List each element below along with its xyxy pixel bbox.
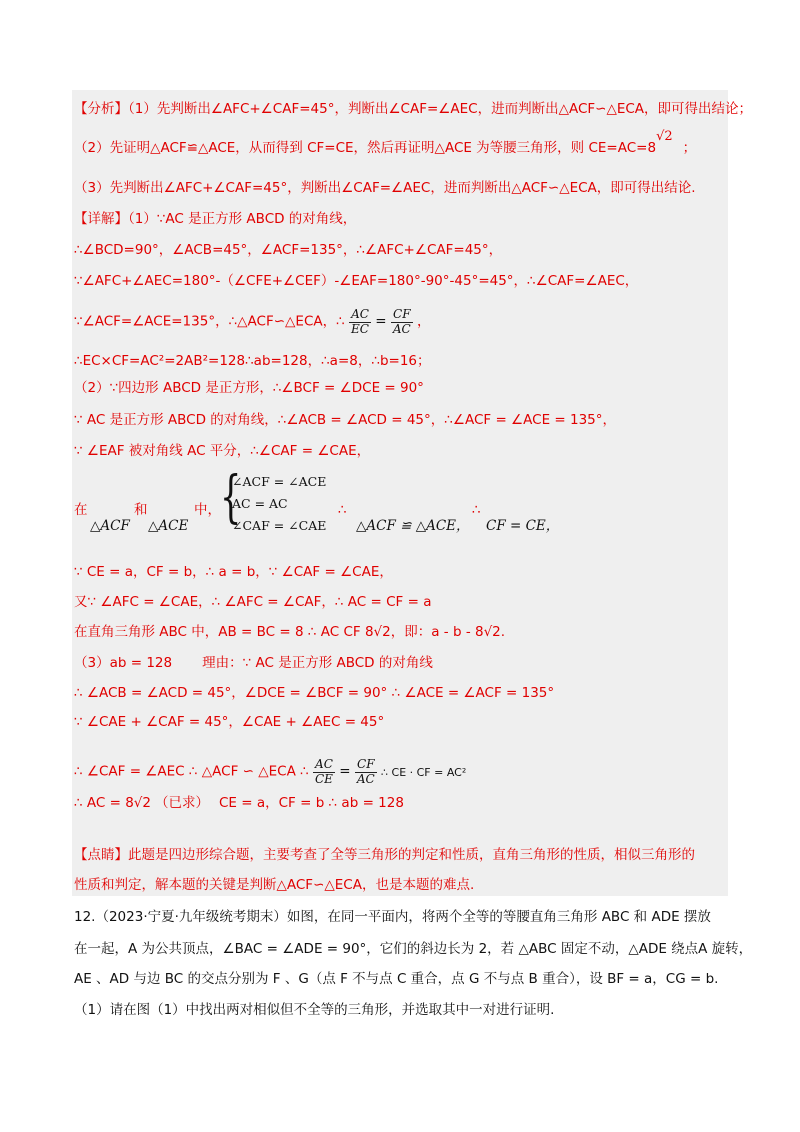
- question-line-1: 12.（2023·宁夏·九年级统考期末）如图，在同一平面内，将两个全等的等腰直角三角形 ABC 和 ADE 摆放: [74, 909, 711, 925]
- fraction-cf-ac-2: $\frac{CF}{AC}$: [356, 757, 375, 786]
- detail-line-1: 【详解】（1）∵AC 是正方形 ABCD 的对角线，: [74, 211, 357, 227]
- fraction-ac-ce: $\frac{AC}{CE}$: [315, 757, 333, 786]
- part2-and-label: 和: [134, 502, 148, 518]
- comment-line-1: 【点睛】此题是四边形综合题，主要考查了全等三角形的判定和性质，直角三角形的性质，相似三角形的: [74, 847, 695, 863]
- triangle-ace-label: △ACE: [148, 518, 189, 534]
- part3-line-3: ∵ ∠CAE + ∠CAF = 45°，∠CAE + ∠AEC = 45°: [74, 714, 385, 730]
- detail-line-5: ∴EC×CF=AC²=2AB²=128∴ab=128，∴a=8，∴b=16；: [74, 353, 431, 369]
- question-line-4: （1）请在图（1）中找出两对相似但不全等的三角形，并选取其中一对进行证明.: [74, 1002, 555, 1018]
- system-brace: {: [220, 465, 242, 530]
- fraction-ac-ec: $\frac{AC}{EC}$: [351, 307, 369, 336]
- part3-line-5: ∴ AC = 8√2 （已求） CE = a，CF = b ∴ ab = 128: [74, 795, 404, 811]
- therefore-1: ∴: [338, 502, 347, 518]
- system-line-3: ∠CAF = ∠CAE: [232, 518, 327, 533]
- analysis-line-3: （3）先判断出∠AFC+∠CAF=45°，判断出∠CAF=∠AEC，进而判断出△ACF∽△ECA，即可得出结论.: [74, 180, 696, 196]
- system-line-2: AC = AC: [232, 496, 288, 511]
- triangle-acf-label: △ACF: [90, 518, 130, 534]
- system-line-1: ∠ACF = ∠ACE: [232, 474, 327, 489]
- fraction-cf-ac: $\frac{CF}{AC}$: [392, 307, 411, 336]
- part2-mid-label: 中，: [194, 502, 221, 518]
- part2-line-5: ∵ CE = a，CF = b，∴ a = b，∵ ∠CAF = ∠CAE，: [74, 564, 393, 580]
- part3-line-1: （3）ab = 128 理由：∵ AC 是正方形 ABCD 的对角线: [74, 655, 433, 671]
- therefore-2: ∴: [472, 502, 481, 518]
- part3-line-4: ∴ ∠CAF = ∠AEC ∴ △ACF ∽ △ECA ∴ $\frac{AC}{CE}$ = $\frac{CF}{AC}$ ∴ CE · CF = AC²: [74, 757, 467, 786]
- part2-line-7: 在直角三角形 ABC 中，AB = BC = 8 ∴ AC CF 8√2，即：a - b - 8√2.: [74, 624, 506, 640]
- part2-line-1: （2）∵四边形 ABCD 是正方形，∴∠BCF = ∠DCE = 90°: [74, 380, 424, 396]
- detail-line-2: ∴∠BCD=90°，∠ACB=45°，∠ACF=135°，∴∠AFC+∠CAF=45°，: [74, 242, 503, 258]
- congruence-statement: △ACF ≌ △ACE，: [356, 518, 470, 534]
- part2-line-3: ∵ ∠EAF 被对角线 AC 平分，∴∠CAF = ∠CAE，: [74, 443, 371, 459]
- cf-equals-ce: CF = CE，: [486, 518, 560, 534]
- comment-line-2: 性质和判定，解本题的关键是判断△ACF∽△ECA，也是本题的难点.: [74, 877, 475, 893]
- part2-line-2: ∵ AC 是正方形 ABCD 的对角线，∴∠ACB = ∠ACD = 45°，∴∠ACF = ∠ACE = 135°，: [74, 412, 617, 428]
- part3-line-2: ∴ ∠ACB = ∠ACD = 45°，∠DCE = ∠BCF = 90° ∴ ∠ACE = ∠ACF = 135°: [74, 685, 555, 701]
- part2-line-6: 又∵ ∠AFC = ∠CAE，∴ ∠AFC = ∠CAF，∴ AC = CF = a: [74, 594, 432, 610]
- question-line-2: 在一起，A 为公共顶点，∠BAC = ∠ADE = 90°，它们的斜边长为 2，若 △ABC 固定不动，△ADE 绕点A 旋转，: [74, 941, 753, 957]
- part2-in-label: 在: [74, 502, 88, 518]
- detail-line-4: ∵∠ACF=∠ACE=135°，∴△ACF∽△ECA，∴ $\frac{AC}{EC}$ = $\frac{CF}{AC}$ ，: [74, 307, 431, 336]
- detail-line-3: ∵∠AFC+∠AEC=180°-（∠CFE+∠CEF）-∠EAF=180°-90°-45°=45°，∴∠CAF=∠AEC，: [74, 273, 639, 289]
- analysis-line-2: （2）先证明△ACF≌△ACE，从而得到 CF=CE，然后再证明△ACE 为等腰三角形，则 CE=AC=8√2；: [74, 129, 697, 156]
- question-line-3: AE 、AD 与边 BC 的交点分别为 F 、G（点 F 不与点 C 重合，点 G 不与点 B 重合），设 BF = a，CG = b.: [74, 971, 719, 987]
- analysis-line-1: 【分析】（1）先判断出∠AFC+∠CAF=45°，判断出∠CAF=∠AEC，进而判断出△ACF∽△ECA，即可得出结论；: [74, 101, 753, 117]
